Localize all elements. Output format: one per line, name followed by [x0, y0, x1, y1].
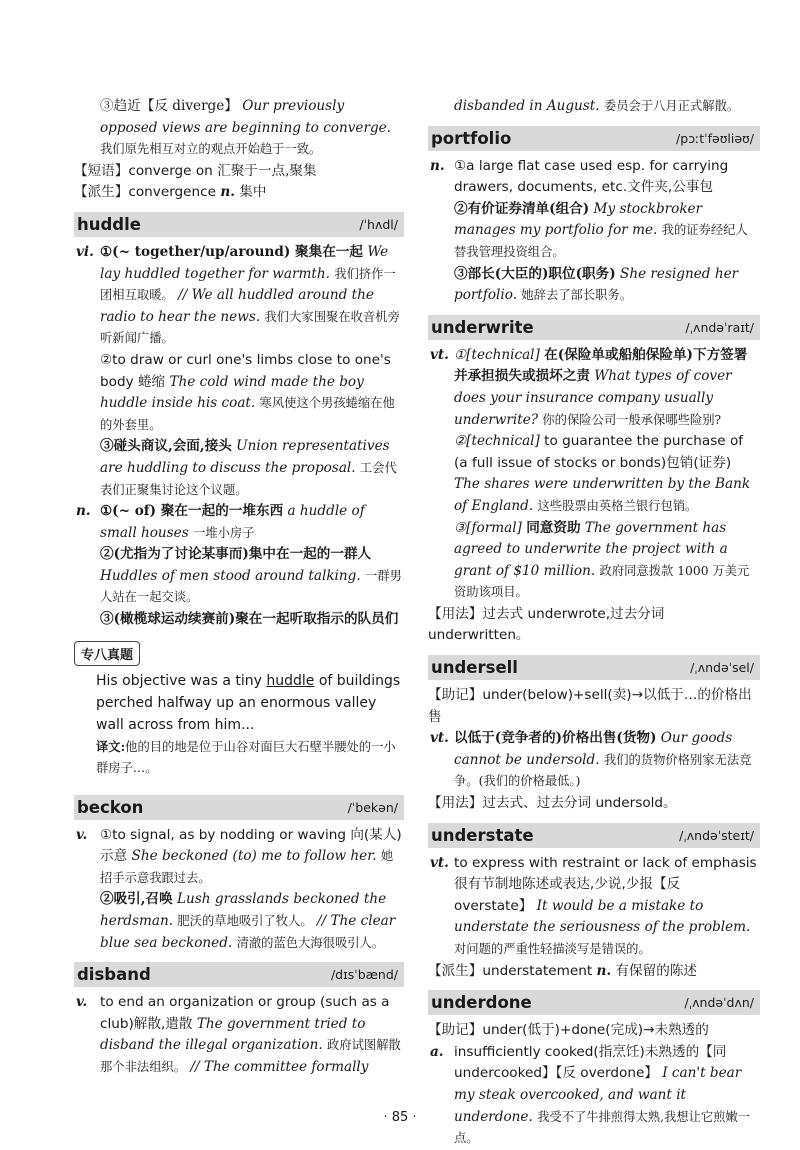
undersell-usage: 【用法】过去式、过去分词 undersold。: [428, 795, 677, 812]
phonetic-disband: /dɪsˈbænd/: [330, 967, 398, 983]
undersell-sense: vt. 以低于(竞争者的)价格出售(货物) Our goods cannot be undersold. 我们的货物价格别家无法竞争。(我们的价格最低。): [430, 730, 752, 789]
headword-beckon: beckon: [77, 797, 144, 817]
huddle-vi-sense-1: vi. ①(~ together/up/around) 聚集在一起 We lay huddled together for warmth. 我们挤作一团相互取暖。 // We all huddled around the radio to hear the news. 我们大家围聚在收音机旁听新闻广播。: [76, 243, 400, 346]
phonetic-huddle: /ˈhʌdl/: [359, 216, 398, 232]
phonetic-underwrite: /ˌʌndəˈraɪt/: [685, 319, 754, 335]
huddle-n-sense-1: n. ①(~ of) 聚在一起的一堆东西 a huddle of small houses 一堆小房子: [76, 503, 365, 541]
huddle-vi-sense-3: ③碰头商议,会面,接头 Union representatives are huddling to discuss the proposal. 工会代表们正聚集讨论这个议题。: [100, 438, 397, 497]
portfolio-sense-2: ②有价证券清单(组合) My stockbroker manages my portfolio for me. 我的证券经纪人替我管理投资组合。: [454, 200, 748, 259]
huddle-n-sense-3: ③(橄榄球运动续赛前)聚在一起听取指示的队员们: [100, 611, 399, 628]
portfolio-sense-3: ③部长(大臣的)职位(职务) She resigned her portfolio. 她辞去了部长职务。: [454, 265, 739, 304]
understate-derivative: 【派生】understatement n. 有保留的陈述: [428, 962, 698, 979]
entry-header-understate: [428, 823, 760, 848]
right-column: [428, 96, 760, 1150]
exam-sentence: His objective was a tiny huddle of buildings perched halfway up an enormous valley wall across from him...: [96, 672, 401, 733]
left-column: [74, 96, 404, 1079]
huddle-n-sense-2: ②(尤指为了讨论某事而)集中在一起的一群人 Huddles of men stood around talking. 一群男人站在一起交谈。: [100, 546, 402, 605]
exam-example: [74, 670, 404, 779]
entry-header-huddle: [74, 212, 404, 237]
headword-disband: disband: [77, 965, 151, 985]
converge-derivative: 【派生】convergence n. 集中: [74, 184, 267, 201]
beckon-sense-2: ②吸引,召唤 Lush grasslands beckoned the herdsman. 肥沃的草地吸引了牧人。 // The clear blue sea beckoned. 清澈的蓝色大海很吸引人。: [100, 891, 396, 951]
exam-translation: 译文:他的目的地是位于山谷对面巨大石壁半腰处的一小群房子…。: [96, 738, 396, 775]
converge-sense-3: ③趋近【反 diverge】 Our previously opposed views are beginning to converge. 我们原先相互对立的观点开始趋于一致。: [100, 98, 392, 157]
headword-huddle: huddle: [77, 214, 141, 234]
entry-header-disband: [74, 962, 404, 987]
entry-header-underdone: [428, 990, 760, 1015]
underwrite-sense-2: ②[technical] to guarantee the purchase of (a full issue of stocks or bonds)包销(证券) The shares were underwritten by the Bank of England. 这些股票由英格兰银行包销。: [454, 433, 751, 514]
phonetic-beckon: /ˈbekən/: [347, 799, 398, 815]
headword-underwrite: underwrite: [431, 317, 534, 337]
headword-undersell: undersell: [431, 658, 518, 678]
headword-portfolio: portfolio: [431, 128, 512, 148]
exam-label-badge: 专八真题: [74, 641, 140, 666]
understate-sense: vt. to express with restraint or lack of emphasis 很有节制地陈述或表达,少说,少报【反 overstate】 It would be a mistake to understate the seriousness of the problem. 对问题的严重性轻描淡写是错误的。: [430, 854, 757, 956]
phonetic-understate: /ˌʌndəˈsteɪt/: [679, 827, 754, 843]
phonetic-undersell: /ˌʌndəˈsel/: [690, 660, 754, 676]
entry-header-undersell: [428, 655, 760, 680]
beckon-sense-1: v. ①to signal, as by nodding or waving 向(某人)示意 She beckoned (to) me to follow her. 她招手示意我跟过去。: [76, 826, 402, 885]
headword-underdone: underdone: [431, 993, 532, 1013]
phonetic-portfolio: /pɔːtˈfəʊliəʊ/: [676, 130, 754, 146]
underdone-sense: a. insufficiently cooked(指烹饪)未熟透的【同 undercooked】【反 overdone】 I can't bear my steak overcooked, and want it underdone. 我受不了牛排煎得太熟,我想让它煎嫩一点。: [430, 1043, 751, 1146]
disband-sense: v. to end an organization or group (such as a club)解散,遣散 The government tried to disband the illegal organization. 政府试图解散那个非法组织。 // The committee formally: [76, 994, 401, 1075]
underwrite-usage: 【用法】过去式 underwrote,过去分词 underwritten。: [428, 605, 665, 644]
portfolio-sense-1: n. ①a large flat case used esp. for carrying drawers, documents, etc.文件夹,公事包: [430, 157, 729, 196]
entry-header-underwrite: [428, 315, 760, 340]
undersell-mnemonic: 【助记】under(below)+sell(卖)→以低于…的价格出售: [428, 687, 752, 725]
entry-header-portfolio: [428, 126, 760, 151]
phonetic-underdone: /ˌʌndəˈdʌn/: [684, 995, 754, 1011]
page-number: · 85 ·: [383, 1110, 417, 1125]
headword-understate: understate: [431, 825, 534, 845]
underdone-mnemonic: 【助记】under(低于)+done(完成)→未熟透的: [428, 1022, 709, 1039]
huddle-vi-sense-2: ②to draw or curl one's limbs close to one's body 蜷缩 The cold wind made the boy huddle inside his coat. 寒风使这个男孩蜷缩在他的外套里。: [100, 351, 395, 432]
underwrite-sense-3: ③[formal] 同意资助 The government has agreed to underwrite the project with a grant of $10 million. 政府同意拨款 1000 万美元资助该项目。: [454, 519, 750, 600]
entry-header-beckon: [74, 795, 404, 820]
disband-continuation: disbanded in August. 委员会于八月正式解散。: [454, 98, 740, 114]
converge-phrase: 【短语】converge on 汇聚于一点,聚集: [74, 162, 317, 179]
underwrite-sense-1: vt. ①[technical] 在(保险单或船舶保险单)下方签署并承担损失或损坏之责 What types of cover does your insurance company usually underwrite? 你的保险公司一般承保哪些险别?: [430, 346, 748, 428]
